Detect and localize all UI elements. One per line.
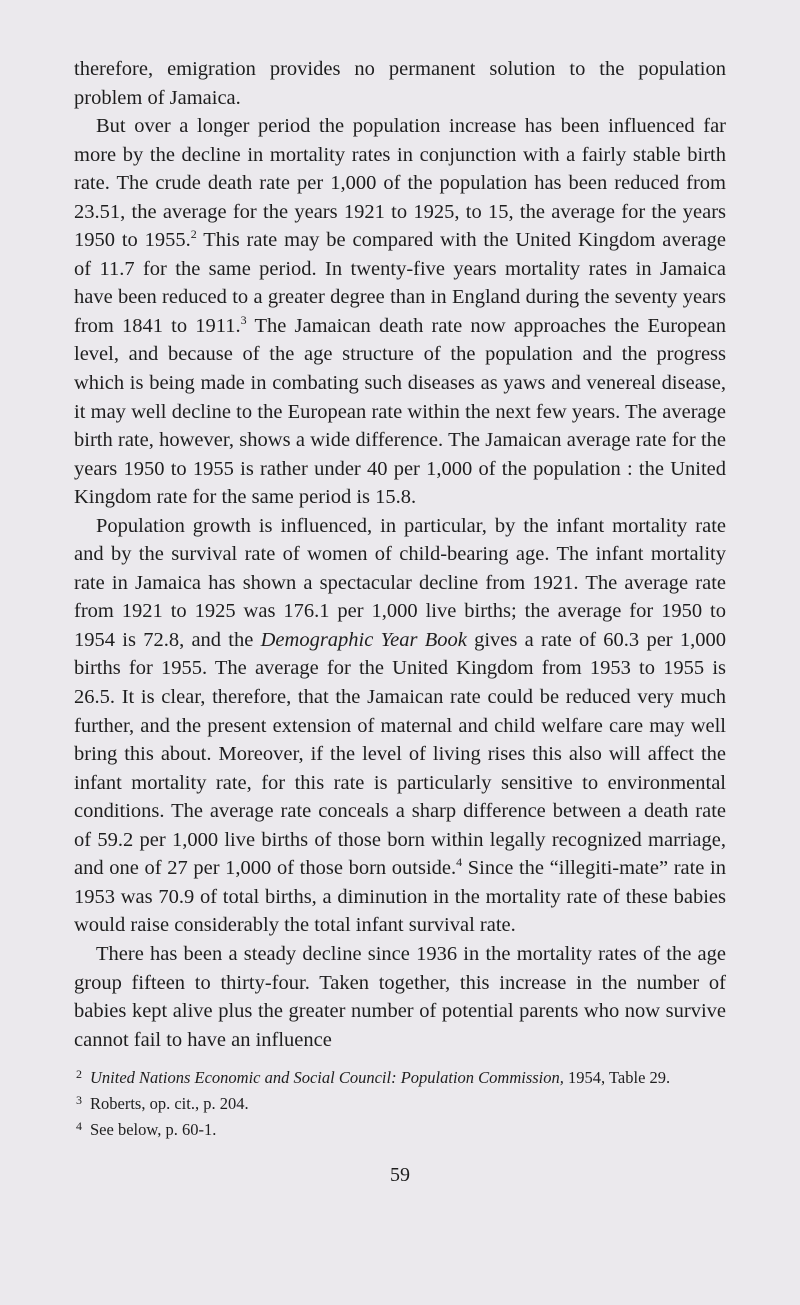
paragraph-2-text-c: The Jamaican death rate now approaches the European level, and because of the age structure of the population and the progress which is being made in combating such diseases as yaws and venereal disease, it may well decline to the European rate within the next few years. The average birth rate, however, shows a wide difference. The Jamaican average rate for the years 1950 to 1955 is rather under 40 per 1,000 of the population : the United Kingdom rate for the same period is 15.8. [74, 314, 726, 509]
footnote-4 [74, 1119, 726, 1141]
footnote-number: 2 [76, 1067, 82, 1082]
paragraph-2-text-b: This rate may be compared with the United Kingdom average of 11.7 for the same period. In twenty-five years mortality rates in Jamaica have been reduced to a greater degree than in England during the seventy years from 1841 to 1911. [74, 229, 726, 337]
paragraph-2-text-a: But over a longer period the population increase has been influenced far more by the decline in mortality rates in conjunction with a fairly stable birth rate. The crude death rate per 1,000 of the population has been reduced from 23.51, the average for the years 1921 to 1925, to 15, the average for the years 1950 to 1955. [74, 115, 726, 252]
footnote-number: 3 [76, 1093, 82, 1108]
paragraph-3-text-c: Since the “illegiti-mate” rate in 1953 was 70.9 of total births, a diminution in the mortality rate of these babies would raise considerably the total infant survival rate. [74, 857, 727, 937]
page-number: 59 [390, 1164, 410, 1186]
footnote-3 [74, 1093, 726, 1115]
paragraph-4 [74, 940, 726, 1054]
footnote-number: 4 [76, 1119, 82, 1134]
paragraph-1 [74, 55, 726, 112]
footnote-text: 1954, Table 29. [563, 1068, 671, 1088]
paragraph-2 [74, 112, 726, 512]
paragraph-3-text-b: gives a rate of 60.3 per 1,000 births for 1955. The average for the United Kingdom from 1953 to 1955 is 26.5. It is clear, therefore, that the Jamaican rate could be reduced very much further, and the present extension of maternal and child welfare care may well bring this about. Moreover, if the level of living rises this also will affect the infant mortality rate, for this rate is particularly sensitive to environmental conditions. The average rate conceals a sharp difference between a death rate of 59.2 per 1,000 live births of those born within legally recognized marriage, and one of 27 per 1,000 of those born outside. [74, 628, 726, 880]
footnote-2 [74, 1067, 726, 1089]
footnote-ref-3: 3 [240, 312, 247, 327]
footnote-citation: United Nations Economic and Social Council: Population Commission, [90, 1068, 564, 1088]
paragraph-3-text-a: Population growth is influenced, in particular, by the infant mortality rate and by the survival rate of women of child-bearing age. The infant mortality rate in Jamaica has shown a spectacular decline from 1921. The average rate from 1921 to 1925 was 176.1 per 1,000 live births; the average for 1950 to 1954 is 72.8, and the [74, 514, 726, 651]
paragraph-3 [74, 512, 726, 940]
paragraph-1-text: therefore, emigration provides no permanent solution to the population problem of Jamaica. [74, 58, 726, 109]
footnotes [74, 1067, 726, 1141]
page-body [74, 55, 726, 1141]
paragraph-4-text: There has been a steady decline since 1936 in the mortality rates of the age group fifteen to thirty-four. Taken together, this increase in the number of babies kept alive plus the greater number of potential parents who now survive cannot fail to have an influence [74, 942, 726, 1051]
footnote-text: Roberts, op. cit., p. 204. [90, 1094, 249, 1114]
footnote-ref-4: 4 [456, 855, 463, 870]
footnote-text: See below, p. 60-1. [90, 1120, 217, 1140]
book-title: Demographic Year Book [260, 628, 467, 651]
footnote-ref-2: 2 [190, 227, 197, 242]
